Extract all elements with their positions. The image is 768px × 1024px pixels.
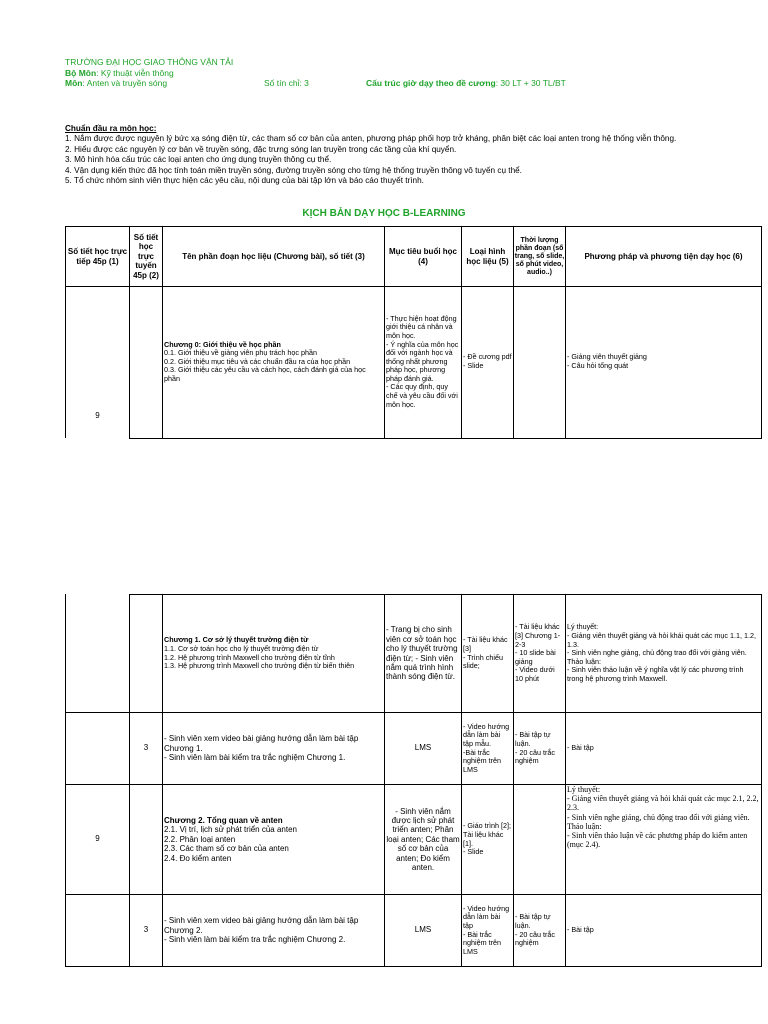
method-line: - Sinh viên nghe giảng, chủ động trao đổi với giảng viên. bbox=[567, 812, 750, 822]
method-line: - Câu hỏi tổng quát bbox=[567, 361, 629, 370]
row1-content bbox=[164, 596, 383, 711]
row2-method: - Bài tập bbox=[567, 743, 594, 753]
row2-duration bbox=[515, 713, 564, 784]
table-title: KỊCH BẢN DẠY HỌC B-LEARNING bbox=[302, 208, 466, 219]
method-line: - Giảng viên thuyết giảng và hỏi khái quát các mục 2.1, 2.2, 2.3. bbox=[567, 794, 759, 813]
material-line: -Bài trắc nghiệm trên LMS bbox=[463, 747, 501, 774]
method-line: - Giảng viên thuyết giảng bbox=[567, 352, 647, 362]
material-line: - Bài trắc nghiệm trên LMS bbox=[463, 929, 501, 956]
row0-material-type bbox=[463, 288, 512, 436]
chapter-title: Chương 2. Tổng quan về anten bbox=[164, 815, 283, 825]
chapter-title: Chương 1. Cơ sở lý thuyết trường điện từ bbox=[164, 635, 309, 645]
row0-objective bbox=[386, 288, 460, 436]
row4-duration bbox=[515, 895, 564, 966]
duration-line: - 20 câu trắc nghiệm bbox=[515, 747, 555, 766]
material-line: - Slide bbox=[463, 847, 484, 857]
chapter-section: 2.4. Đo kiểm anten bbox=[164, 853, 232, 863]
row3-direct-hours: 9 bbox=[95, 834, 100, 844]
method-line: Lý thuyết: bbox=[567, 622, 599, 632]
row1-objective: - Trang bị cho sinh viên cơ sở toán học cho lý thuyết trường điện từ; - Sinh viên nắm quá trình hình thành sóng điện từ. bbox=[386, 625, 458, 682]
outcome-item: 2. Hiểu được các nguyên lý cơ bản về truyền sóng, đặc trưng sóng lan truyền trong các tầng của khí quyển. bbox=[65, 144, 457, 154]
material-line: - Tài liệu khác [3] bbox=[463, 635, 508, 653]
row0-direct-hours: 9 bbox=[95, 412, 100, 420]
chapter-section: 1.1. Cơ sở toán học cho lý thuyết trường điện từ bbox=[164, 643, 319, 653]
method-line: Lý thuyết: bbox=[567, 785, 601, 794]
col-header-material-type: Loại hình học liệu (5) bbox=[466, 247, 509, 266]
row4-content bbox=[164, 895, 383, 966]
method-line: Thảo luận: bbox=[567, 821, 602, 831]
row1-material-type bbox=[463, 596, 512, 711]
outcomes-title: Chuẩn đầu ra môn học: bbox=[65, 124, 157, 133]
col-header-direct: Số tiết học trực tiếp 45p (1) bbox=[67, 247, 128, 266]
row0-method bbox=[567, 288, 760, 436]
content-line: - Sinh viên xem video bài giảng hướng dẫn làm bài tập Chương 2. bbox=[164, 916, 359, 935]
duration-line: - 20 câu trắc nghiệm bbox=[515, 929, 555, 948]
outcome-item: 4. Vận dụng kiến thức đã học tính toán miền truyền sóng, đường truyền sóng cho từng hệ thống truyền thông vô tuyến cụ thể. bbox=[65, 165, 522, 175]
col-header-objective: Mục tiêu buổi học (4) bbox=[389, 247, 457, 266]
chapter-section: 0.1. Giới thiệu về giảng viên phụ trách học phần bbox=[164, 348, 317, 358]
material-line: - Video hướng dẫn làm bài tập mẫu. bbox=[463, 721, 510, 748]
row3-method bbox=[567, 785, 760, 894]
objective-line: - Ý nghĩa của môn học đối với ngành học và thống nhất phương pháp học, phương pháp đánh giá. bbox=[386, 339, 459, 383]
method-line: - Sinh viên thảo luận về ý nghĩa vật lý các phương trình trong hệ phương trình Maxwell. bbox=[567, 665, 744, 683]
chapter-title: Chương 0: Giới thiệu về học phần bbox=[164, 339, 281, 349]
content-line: - Sinh viên làm bài kiểm tra trắc nghiệm Chương 1. bbox=[164, 753, 346, 763]
row1-duration bbox=[515, 596, 564, 711]
row4-online-hours: 3 bbox=[143, 925, 149, 935]
method-line: - Giảng viên thuyết giảng và hỏi khái quát các mục 1.1, 1.2, 1.3. bbox=[567, 631, 756, 649]
duration-line: - Tài liệu khác [3] Chương 1-2-3 bbox=[515, 622, 561, 649]
school-name: TRƯỜNG ĐẠI HỌC GIAO THÔNG VẬN TẢI bbox=[65, 57, 234, 67]
row4-objective: LMS bbox=[414, 925, 432, 935]
row4-method: - Bài tập bbox=[567, 925, 594, 935]
material-line: - Trình chiếu slide; bbox=[463, 652, 503, 671]
col-header-online: Số tiết học trực tuyến 45p (2) bbox=[133, 232, 159, 280]
objective-line: - Thực hiện hoạt động giới thiệu cá nhân và môn học. bbox=[386, 313, 457, 340]
chapter-section: 1.2. Hệ phương trình Maxwell cho trường điện từ tĩnh bbox=[164, 652, 335, 662]
content-line: - Sinh viên làm bài kiểm tra trắc nghiệm Chương 2. bbox=[164, 935, 346, 945]
row3-objective: - Sinh viên nắm được lịch sử phát triển anten; Phân loại anten; Các tham số cơ bản của anten; Đo kiểm anten. bbox=[386, 806, 460, 873]
row2-online-hours: 3 bbox=[143, 743, 149, 753]
method-line: - Sinh viên thảo luận về các phương pháp đo kiểm anten (mục 2.4). bbox=[567, 831, 748, 850]
row2-objective: LMS bbox=[414, 743, 432, 753]
row4-material-type bbox=[463, 895, 512, 966]
subject: Môn: Anten và truyền sóng bbox=[65, 78, 168, 88]
row3-material-type bbox=[463, 785, 512, 894]
chapter-section: 1.3. Hệ phương trình Maxwell cho trường điện từ biến thiên bbox=[164, 661, 355, 671]
credits: Số tín chỉ: 3 bbox=[264, 78, 309, 88]
learning-outcomes bbox=[65, 124, 676, 186]
material-line: - Slide bbox=[463, 361, 484, 370]
material-line: - Video hướng dẫn làm bài tập bbox=[463, 903, 510, 930]
outcome-item: 5. Tổ chức nhóm sinh viên thực hiện các yêu cầu, nội dung của bài tập lớn và báo cáo thuyết trình. bbox=[65, 176, 424, 186]
col-header-method: Phương pháp và phương tiện dạy học (6) bbox=[584, 251, 743, 261]
material-line: - Đề cương pdf bbox=[463, 352, 512, 362]
chapter-section: 0.3. Giới thiệu các yêu cầu và cách học, cách đánh giá của học phần bbox=[164, 365, 366, 383]
outcome-item: 1. Nắm được được nguyên lý bức xạ sóng điện từ, các tham số cơ bản của anten, phương pháp phối hợp trở kháng, phân biệt các loại anten trong hệ thống viễn thông. bbox=[65, 134, 677, 144]
department: Bộ Môn: Kỹ thuật viễn thông bbox=[65, 68, 174, 78]
col-header-content: Tên phần đoạn học liệu (Chương bài), số tiết (3) bbox=[182, 251, 365, 261]
duration-line: - Bài tập tự luận. bbox=[515, 912, 551, 930]
method-line: Thảo luận: bbox=[567, 656, 601, 666]
duration-line: - 10 slide bài giảng bbox=[515, 648, 556, 666]
col-header-duration: Thời lượng phần đoạn (số trang, số slide, số phút video, audio..) bbox=[514, 236, 565, 276]
duration-line: - Bài tập tự luận. bbox=[515, 730, 551, 748]
duration-line: - Video dưới 10 phút bbox=[515, 665, 555, 683]
course-structure: Cấu trúc giờ dạy theo đề cương: 30 LT + 30 TL/BT bbox=[366, 78, 566, 88]
row0-content bbox=[164, 288, 383, 436]
row3-content bbox=[164, 785, 383, 894]
material-line: - Giáo trình [2]; Tài liệu khác [1]. bbox=[463, 821, 511, 848]
objective-line: - Các quy định, quy chế và yêu cầu đối với môn học. bbox=[386, 382, 458, 409]
row2-content bbox=[164, 713, 383, 784]
row1-method bbox=[567, 596, 760, 711]
outcome-item: 3. Mô hình hóa cấu trúc các loại anten cho ứng dụng truyền thông cụ thể. bbox=[65, 155, 332, 165]
method-line: - Sinh viên nghe giảng, chủ động trao đổi với giảng viên. bbox=[567, 648, 747, 658]
chapter-section: 2.1. Vị trí, lịch sử phát triển của anten bbox=[164, 825, 297, 835]
chapter-section: 2.2. Phân loại anten bbox=[164, 834, 236, 844]
content-line: - Sinh viên xem video bài giảng hướng dẫn làm bài tập Chương 1. bbox=[164, 734, 359, 753]
chapter-section: 2.3. Các tham số cơ bản của anten bbox=[164, 844, 289, 854]
row2-material-type bbox=[463, 713, 512, 784]
chapter-section: 0.2. Giới thiệu mục tiêu và các chuẩn đầu ra của học phần bbox=[164, 356, 351, 366]
